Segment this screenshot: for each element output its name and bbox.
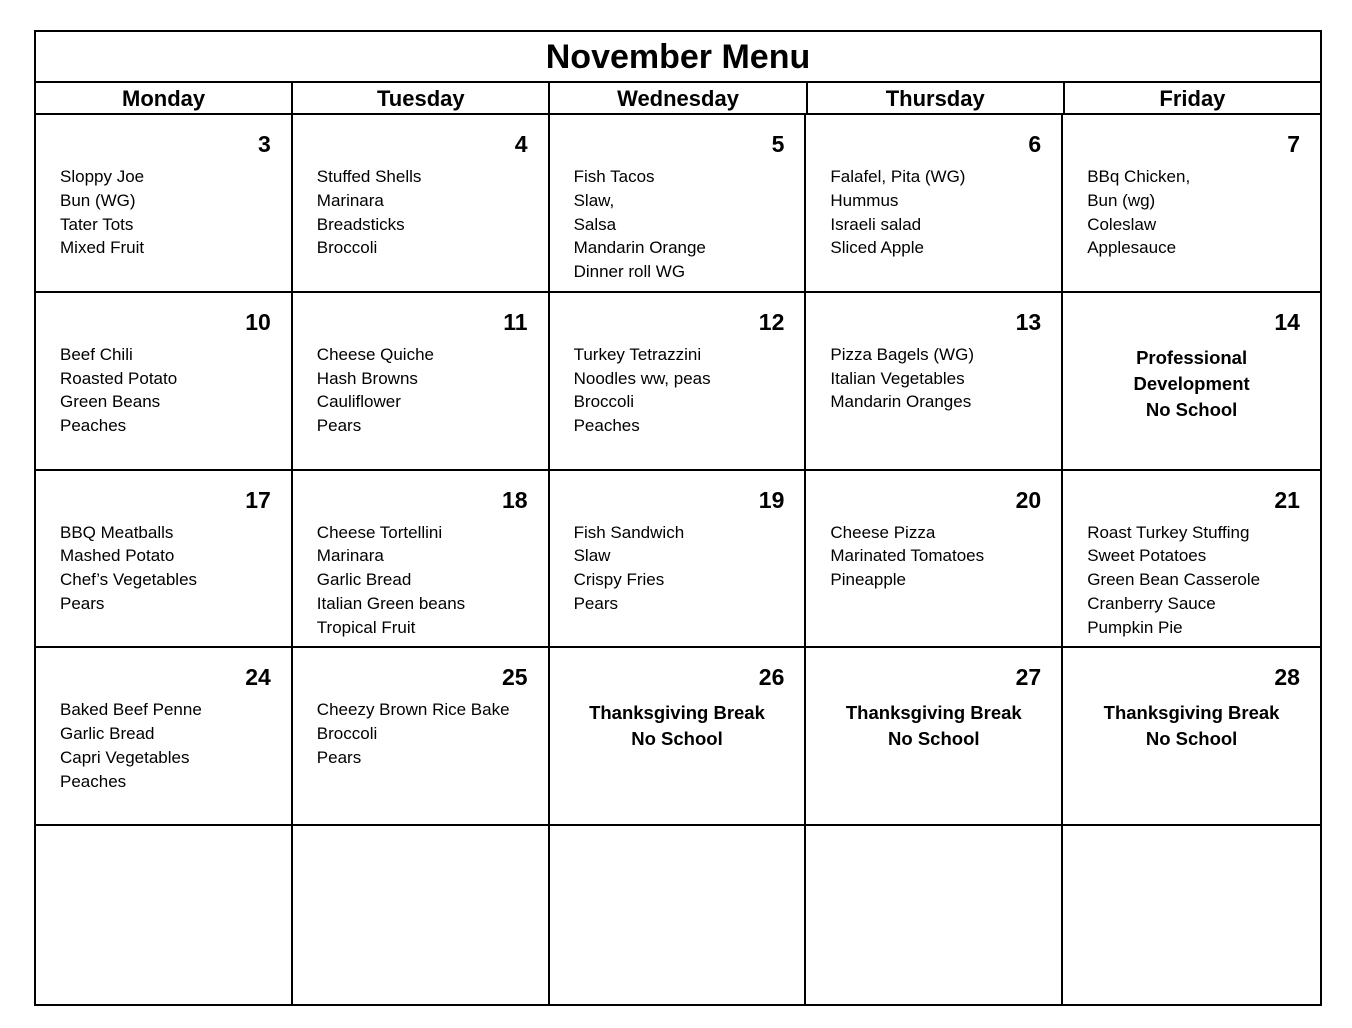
menu-item: BBq Chicken, bbox=[1087, 167, 1191, 186]
day-cell bbox=[293, 115, 550, 293]
no-school-note bbox=[1063, 700, 1320, 752]
menu-item: Broccoli bbox=[316, 724, 378, 744]
menu-item: Chef’s Vegetables bbox=[60, 570, 198, 590]
note-line: Thanksgiving Break bbox=[1103, 702, 1280, 724]
menu-item: Peaches bbox=[60, 771, 127, 791]
menu-item: BBQ Meatballs bbox=[60, 522, 174, 542]
menu-items bbox=[830, 165, 965, 260]
day-number: 27 bbox=[1015, 664, 1042, 691]
day-number: 3 bbox=[258, 131, 271, 157]
note-line: Professional bbox=[1136, 346, 1248, 368]
note-line: Thanksgiving Break bbox=[845, 702, 1022, 724]
note-line: No School bbox=[631, 728, 723, 750]
menu-item: Fish Tacos bbox=[573, 167, 655, 186]
menu-item: Sloppy Joe bbox=[60, 167, 145, 186]
day-number: 13 bbox=[1015, 308, 1042, 335]
day-number: 10 bbox=[245, 308, 271, 335]
menu-item: Garlic Bread bbox=[60, 724, 155, 744]
menu-item: Hummus bbox=[830, 190, 899, 210]
menu-item: Mandarin Oranges bbox=[830, 392, 972, 412]
menu-item: Applesauce bbox=[1087, 238, 1177, 258]
menu-item: Hash Browns bbox=[316, 368, 418, 388]
menu-title: November Menu bbox=[36, 32, 1320, 83]
no-school-note bbox=[550, 700, 805, 752]
menu-item: Cheese Pizza bbox=[830, 522, 936, 542]
day-cell bbox=[1063, 826, 1320, 1004]
menu-item: Peaches bbox=[60, 416, 127, 436]
calendar-grid bbox=[36, 115, 1320, 1004]
day-cell bbox=[550, 471, 807, 649]
menu-item: Mashed Potato bbox=[60, 546, 175, 566]
weekday-thursday: Thursday bbox=[808, 83, 1065, 113]
note-line: No School bbox=[1145, 728, 1238, 750]
day-number: 5 bbox=[771, 131, 785, 157]
menu-item: Italian Green beans bbox=[316, 593, 466, 613]
menu-item: Falafel, Pita (WG) bbox=[830, 167, 966, 186]
day-number: 26 bbox=[758, 664, 785, 691]
day-cell bbox=[1063, 115, 1320, 293]
menu-items bbox=[60, 165, 144, 260]
weekday-wednesday: Wednesday bbox=[550, 83, 807, 113]
menu-item: Peaches bbox=[573, 416, 640, 436]
menu-item: Pears bbox=[316, 747, 362, 767]
menu-item: Cranberry Sauce bbox=[1087, 593, 1216, 613]
day-number: 21 bbox=[1274, 486, 1300, 513]
menu-item: Beef Chili bbox=[60, 344, 133, 364]
menu-item: Fish Sandwich bbox=[573, 522, 685, 542]
day-cell bbox=[550, 648, 807, 826]
menu-item: Pineapple bbox=[830, 570, 907, 590]
menu-items bbox=[60, 343, 177, 438]
day-number: 17 bbox=[245, 486, 271, 513]
day-cell bbox=[36, 115, 293, 293]
menu-item: Dinner roll WG bbox=[573, 262, 686, 282]
menu-items bbox=[60, 698, 202, 793]
menu-item: Coleslaw bbox=[1087, 214, 1157, 234]
menu-item: Sliced Apple bbox=[830, 238, 924, 258]
menu-item: Tater Tots bbox=[60, 214, 134, 234]
weekday-monday: Monday bbox=[36, 83, 293, 113]
day-cell bbox=[550, 293, 807, 471]
menu-item: Baked Beef Penne bbox=[60, 700, 202, 720]
day-cell bbox=[36, 471, 293, 649]
menu-item: Slaw bbox=[573, 546, 611, 566]
menu-items bbox=[317, 343, 434, 438]
menu-item: Pears bbox=[60, 593, 105, 613]
menu-item: Cheese Tortellini bbox=[316, 522, 443, 542]
note-line: No School bbox=[1145, 398, 1238, 420]
day-number: 25 bbox=[502, 664, 528, 691]
day-cell bbox=[806, 826, 1063, 1004]
menu-item: Green Bean Casserole bbox=[1087, 570, 1261, 590]
menu-item: Pumpkin Pie bbox=[1087, 617, 1183, 637]
day-number: 18 bbox=[502, 486, 528, 513]
menu-item: Bun (WG) bbox=[60, 190, 136, 210]
menu-item: Israeli salad bbox=[830, 214, 922, 234]
menu-item: Noodles ww, peas bbox=[573, 368, 711, 388]
weekday-friday: Friday bbox=[1159, 86, 1226, 111]
day-cell bbox=[1063, 648, 1320, 826]
menu-item: Crispy Fries bbox=[573, 570, 665, 590]
day-cell bbox=[36, 648, 293, 826]
day-number: 6 bbox=[1028, 131, 1042, 157]
menu-items bbox=[574, 343, 711, 438]
weekday-tuesday: Tuesday bbox=[293, 83, 550, 113]
day-cell bbox=[806, 648, 1063, 826]
menu-item: Mandarin Orange bbox=[573, 238, 706, 258]
menu-item: Turkey Tetrazzini bbox=[573, 344, 702, 364]
menu-items bbox=[1087, 165, 1190, 260]
day-number: 20 bbox=[1015, 486, 1042, 513]
day-cell bbox=[293, 471, 550, 649]
note-line: No School bbox=[888, 728, 980, 750]
day-number: 7 bbox=[1287, 131, 1300, 157]
day-number: 24 bbox=[245, 664, 271, 691]
day-number: 11 bbox=[503, 308, 528, 335]
menu-item: Breadsticks bbox=[316, 214, 405, 234]
menu-item: Garlic Bread bbox=[316, 570, 412, 590]
day-cell bbox=[36, 826, 293, 1004]
menu-items bbox=[60, 521, 197, 616]
menu-item: Italian Vegetables bbox=[830, 368, 965, 388]
no-school-note bbox=[1063, 345, 1320, 423]
menu-items bbox=[574, 165, 706, 284]
menu-item: Pears bbox=[316, 416, 362, 436]
day-number: 28 bbox=[1274, 664, 1300, 691]
day-cell bbox=[36, 293, 293, 471]
menu-item: Pizza Bagels (WG) bbox=[830, 344, 974, 364]
menu-item: Roasted Potato bbox=[60, 368, 178, 388]
menu-item: Cheezy Brown Rice Bake bbox=[316, 700, 510, 720]
menu-item: Pears bbox=[573, 593, 619, 613]
menu-items bbox=[317, 521, 465, 640]
weekday-header-row bbox=[36, 83, 1320, 115]
menu-item: Slaw, bbox=[573, 190, 615, 210]
menu-items bbox=[317, 165, 422, 260]
day-cell bbox=[293, 826, 550, 1004]
menu-item: Marinara bbox=[316, 546, 384, 566]
menu-items bbox=[830, 521, 984, 592]
day-cell bbox=[1063, 471, 1320, 649]
menu-item: Sweet Potatoes bbox=[1087, 546, 1207, 566]
menu-item: Marinated Tomatoes bbox=[830, 546, 985, 566]
menu-item: Roast Turkey Stuffing bbox=[1087, 522, 1250, 542]
day-cell bbox=[806, 115, 1063, 293]
menu-items bbox=[830, 343, 974, 414]
menu-item: Broccoli bbox=[573, 392, 635, 412]
menu-item: Salsa bbox=[573, 214, 617, 234]
note-line: Development bbox=[1133, 372, 1250, 394]
menu-calendar bbox=[34, 30, 1322, 1006]
menu-item: Tropical Fruit bbox=[316, 617, 416, 637]
menu-items bbox=[574, 521, 685, 616]
menu-item: Mixed Fruit bbox=[60, 238, 145, 258]
menu-item: Broccoli bbox=[316, 238, 378, 258]
day-cell bbox=[806, 471, 1063, 649]
menu-item: Green Beans bbox=[60, 392, 161, 412]
day-number: 12 bbox=[758, 308, 785, 335]
menu-item: Cauliflower bbox=[316, 392, 401, 412]
menu-items bbox=[317, 698, 510, 769]
day-number: 19 bbox=[758, 486, 785, 513]
note-line: Thanksgiving Break bbox=[589, 702, 765, 724]
day-cell bbox=[806, 293, 1063, 471]
day-number: 14 bbox=[1274, 308, 1300, 335]
day-number: 4 bbox=[514, 131, 528, 157]
day-cell bbox=[293, 648, 550, 826]
no-school-note bbox=[806, 700, 1061, 752]
day-cell bbox=[550, 115, 807, 293]
menu-item: Capri Vegetables bbox=[60, 747, 190, 767]
menu-item: Cheese Quiche bbox=[316, 344, 434, 364]
day-cell bbox=[293, 293, 550, 471]
menu-item: Marinara bbox=[316, 190, 384, 210]
menu-item: Bun (wg) bbox=[1087, 190, 1156, 210]
day-cell bbox=[550, 826, 807, 1004]
menu-items bbox=[1087, 521, 1260, 640]
day-cell bbox=[1063, 293, 1320, 471]
menu-item: Stuffed Shells bbox=[316, 167, 422, 186]
